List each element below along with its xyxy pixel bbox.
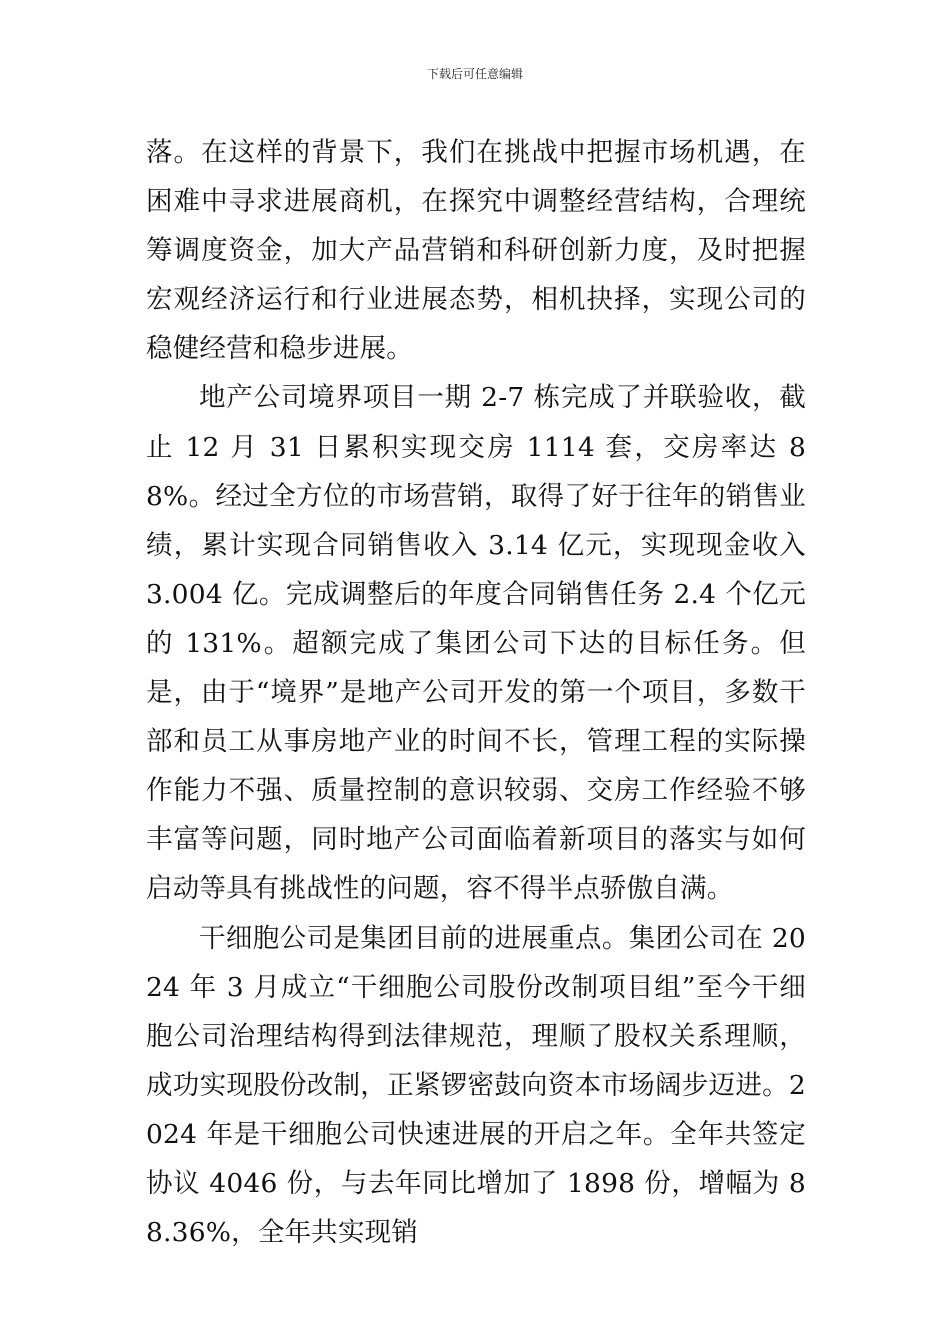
paragraph-real-estate: 地产公司境界项目一期 2-7 栋完成了并联验收，截止 12 月 31 日累积实现交房 1114 套，交房率达 88%。经过全方位的市场营销，取得了好于往年的销售业绩，累计实现合同销售收入 3.14 亿元，实现现金收入 3.004 亿。完成调整后的年度合同销售任务 2.4 个亿元的 131%。超额完成了集团公司下达的目标任务。但是，由于“境界”是地产公司开发的第一个项目，多数干部和员工从事房地产业的时间不长，管理工程的实际操作能力不强、质量控制的意识较弱、交房工作经验不够丰富等问题，同时地产公司面临着新项目的落实与如何启动等具有挑战性的问题，容不得半点骄傲自满。 [146, 382, 806, 905]
document-body [146, 128, 806, 1257]
paragraph-continuation: 落。在这样的背景下，我们在挑战中把握市场机遇，在困难中寻求进展商机，在探究中调整经营结构，合理统筹调度资金，加大产品营销和科研创新力度，及时把握宏观经济运行和行业进展态势，相机抉择，实现公司的稳健经营和稳步进展。 [146, 137, 806, 365]
page-header-note: 下载后可任意编辑 [426, 67, 523, 81]
paragraph-stem-cell: 干细胞公司是集团目前的进展重点。集团公司在 2024 年 3 月成立“干细胞公司股份改制项目组”至今干细胞公司治理结构得到法律规范，理顺了股权关系理顺，成功实现股份改制，正紧锣密鼓向资本市场阔步迈进。2024 年是干细胞公司快速进展的开启之年。全年共签定协议 4046 份，与去年同比增加了 1898 份，增幅为 88.36%，全年共实现销 [146, 922, 806, 1249]
